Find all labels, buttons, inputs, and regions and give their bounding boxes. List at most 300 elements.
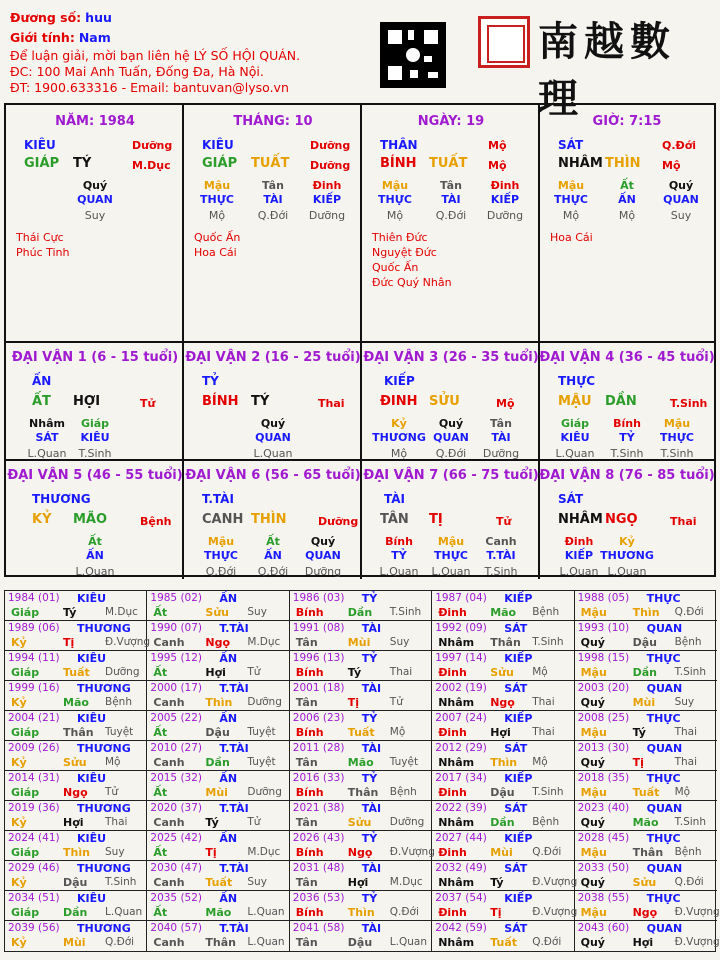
year-god: T.TÀI <box>219 802 249 815</box>
year-god: KIÊU <box>77 772 107 785</box>
year-cell[interactable] <box>432 771 574 801</box>
year-god: TỶ <box>361 772 378 785</box>
luck-cycle-cell[interactable] <box>184 461 362 579</box>
year-branch: Tị <box>205 846 217 859</box>
year-branch: Sửu <box>632 876 657 889</box>
year-cell[interactable] <box>290 651 432 681</box>
year-cell[interactable] <box>5 621 151 651</box>
year-cell[interactable] <box>290 861 432 891</box>
year-label: 2033 (50) <box>577 862 630 874</box>
year-branch: Ngọ <box>347 846 373 859</box>
year-cell[interactable] <box>575 801 717 831</box>
year-stem: Nhâm <box>438 636 475 649</box>
luck-cycle-cell[interactable] <box>540 343 714 461</box>
year-phase: T.Sinh <box>674 666 706 678</box>
luck-god: TÀI <box>384 492 406 506</box>
year-branch: Tý <box>490 876 504 889</box>
year-branch: Hợi <box>632 936 654 949</box>
pillar-cell <box>362 105 540 343</box>
star-label: Hoa Cái <box>550 231 593 244</box>
year-stem: Mậu <box>580 666 607 679</box>
year-phase: Tuyệt <box>247 756 276 768</box>
year-stem: Tân <box>295 936 318 949</box>
year-god: TỶ <box>361 592 378 605</box>
year-cell[interactable] <box>147 711 289 741</box>
luck-cycle-cell[interactable] <box>540 461 714 579</box>
luck-branch: DẦN <box>605 394 637 409</box>
year-phase: Dưỡng <box>247 786 282 798</box>
year-stem: Đinh <box>438 846 467 859</box>
year-cell[interactable] <box>290 741 432 771</box>
year-phase: T.Sinh <box>532 636 564 648</box>
year-stem: Tân <box>295 636 318 649</box>
year-branch: Sửu <box>63 756 87 769</box>
year-branch: Dần <box>63 906 88 919</box>
pillar-title: NGÀY: 19 <box>417 114 485 129</box>
year-cell[interactable] <box>290 891 432 921</box>
year-god: THƯƠNG <box>77 682 131 695</box>
year-branch: Tuất <box>632 786 660 799</box>
owner-label: Đương số: <box>10 10 82 25</box>
star-label: Thiên Đức <box>372 231 428 244</box>
year-god: ẤN <box>219 892 238 905</box>
year-cell[interactable] <box>5 681 147 711</box>
year-cell[interactable] <box>432 681 574 711</box>
luck-branch: SỬU <box>429 394 460 409</box>
year-cell[interactable] <box>147 681 289 711</box>
luck-hidden-stem: Mậu <box>437 535 465 548</box>
year-stem: Kỷ <box>11 756 27 769</box>
year-phase: T.Sinh <box>105 876 137 888</box>
year-branch: Mão <box>205 906 232 919</box>
seal-stamp-icon <box>478 16 530 68</box>
year-cell[interactable] <box>5 801 147 831</box>
year-stem: Bính <box>295 786 324 799</box>
year-stem: Kỷ <box>11 636 27 649</box>
year-cell[interactable] <box>5 861 147 891</box>
year-phase: Bệnh <box>532 606 560 618</box>
hidden-phase: Mộ <box>208 209 226 222</box>
year-god: SÁT <box>504 742 528 755</box>
year-label: 2032 (49) <box>435 862 487 874</box>
year-stem: Nhâm <box>438 756 475 769</box>
year-label: 2020 (37) <box>150 802 203 814</box>
year-branch: Thìn <box>490 756 518 769</box>
year-branch: Dậu <box>490 786 515 799</box>
hidden-phase: Suy <box>84 209 106 222</box>
luck-stem: ẤT <box>32 394 51 409</box>
luck-hidden-stem: Bính <box>613 417 641 430</box>
year-phase: M.Dục <box>247 846 281 858</box>
year-phase: L.Quan <box>105 906 143 918</box>
year-stem: Kỷ <box>11 876 27 889</box>
year-god: THỰC <box>646 892 681 905</box>
year-cell[interactable] <box>5 771 147 801</box>
year-cell[interactable] <box>147 831 289 861</box>
year-phase: Mộ <box>532 756 548 768</box>
year-label: 1997 (14) <box>435 652 487 664</box>
year-stem: Giáp <box>11 906 40 919</box>
luck-hidden-phase: Q.Đới <box>435 447 467 460</box>
year-cell[interactable] <box>5 651 147 681</box>
pillar-nayin: Mộ <box>488 159 507 172</box>
year-branch: Tuất <box>205 876 233 889</box>
year-cell[interactable] <box>290 921 432 951</box>
luck-hidden-stem: Giáp <box>560 417 590 430</box>
year-label: 1996 (13) <box>292 652 345 664</box>
year-label: 2017 (34) <box>435 772 487 784</box>
year-stem: Mậu <box>580 726 607 739</box>
year-cell[interactable] <box>5 891 147 921</box>
luck-cycle-cell[interactable] <box>6 343 184 461</box>
luck-title: ĐẠI VẬN 8 (76 - 85 tuổi) <box>539 468 715 483</box>
luck-title: ĐẠI VẬN 3 (26 - 35 tuổi) <box>363 350 539 365</box>
year-god: TÀI <box>361 742 382 755</box>
hidden-god: THỰC <box>200 193 234 206</box>
year-cell[interactable] <box>432 891 578 921</box>
year-phase: Mộ <box>532 666 548 678</box>
year-cell[interactable] <box>432 591 574 621</box>
luck-cycle-cell[interactable] <box>184 343 362 461</box>
pillar-phase: Q.Đới <box>662 139 697 152</box>
year-god: QUAN <box>646 742 683 755</box>
year-label: 2043 (60) <box>577 922 630 934</box>
luck-hidden-god: QUAN <box>255 431 291 444</box>
year-branch: Tuất <box>347 726 375 739</box>
hidden-stem: Mậu <box>203 179 231 192</box>
luck-hidden-phase: T.Sinh <box>484 565 518 578</box>
year-cell[interactable] <box>5 711 147 741</box>
year-stem: Quý <box>580 696 605 709</box>
pillar-phase: Dưỡng <box>132 139 173 152</box>
hidden-stem: Quý <box>82 179 108 192</box>
year-stem: Kỷ <box>11 816 27 829</box>
year-label: 2018 (35) <box>577 772 630 784</box>
year-stem: Bính <box>295 906 324 919</box>
year-label: 2042 (59) <box>435 922 487 934</box>
year-stem: Đinh <box>438 666 467 679</box>
year-label: 2041 (58) <box>292 922 345 934</box>
star-label: Hoa Cái <box>194 246 237 259</box>
year-cell[interactable] <box>575 591 717 621</box>
luck-title: ĐẠI VẬN 4 (36 - 45 tuổi) <box>539 350 715 365</box>
year-stem: Quý <box>580 876 605 889</box>
year-label: 2002 (19) <box>435 682 487 694</box>
year-phase: Suy <box>674 696 695 708</box>
year-stem: Giáp <box>11 666 40 679</box>
year-god: TỶ <box>361 892 378 905</box>
year-cell[interactable] <box>575 891 720 921</box>
year-god: THỰC <box>646 772 681 785</box>
year-phase: Tuyệt <box>247 726 276 738</box>
yearly-table <box>4 590 720 952</box>
year-cell[interactable] <box>432 621 574 651</box>
luck-hidden-phase: L.Quan <box>559 565 599 578</box>
luck-hidden-god: QUAN <box>433 431 469 444</box>
year-stem: Nhâm <box>438 936 475 949</box>
pillar-god: KIÊU <box>24 138 56 152</box>
year-cell[interactable] <box>290 771 432 801</box>
year-phase: M.Dục <box>389 876 423 888</box>
luck-hidden-stem: Tân <box>490 417 512 430</box>
year-stem: Quý <box>580 636 605 649</box>
year-phase: Thai <box>389 666 413 678</box>
pillar-branch: TUẤT <box>429 156 468 171</box>
year-branch: Mùi <box>63 936 86 949</box>
luck-hidden-god: THỰC <box>434 549 468 562</box>
luck-hidden-phase: Dưỡng <box>482 447 520 460</box>
year-cell[interactable] <box>575 831 717 861</box>
year-cell[interactable] <box>147 861 289 891</box>
year-branch: Ngọ <box>63 786 88 799</box>
year-god: ẤN <box>219 652 238 665</box>
year-phase: Đ.Vượng <box>532 876 578 888</box>
pillar-title: GIỜ: 7:15 <box>592 114 662 129</box>
hidden-god: THỰC <box>554 193 588 206</box>
gender-value: Nam <box>78 30 111 45</box>
luck-stem: BÍNH <box>202 394 239 409</box>
pillar-stem: GIÁP <box>202 156 238 171</box>
qr-code-icon[interactable] <box>380 22 446 88</box>
hidden-phase: Suy <box>670 209 692 222</box>
year-branch: Tý <box>632 726 646 739</box>
year-god: SÁT <box>504 922 528 935</box>
luck-hidden-stem: Đinh <box>564 535 594 548</box>
luck-cycle-cell[interactable] <box>362 343 540 461</box>
year-cell[interactable] <box>5 591 147 621</box>
year-label: 2028 (45) <box>577 832 630 844</box>
luck-cycle-cell[interactable] <box>362 461 540 579</box>
hidden-stem: Tân <box>262 179 284 192</box>
luck-stem: KỶ <box>32 512 52 527</box>
year-cell[interactable] <box>290 621 432 651</box>
luck-hidden-stem: Bính <box>385 535 413 548</box>
year-branch: Ngọ <box>490 696 515 709</box>
year-label: 2015 (32) <box>150 772 203 784</box>
year-phase: Đ.Vượng <box>674 906 720 918</box>
hidden-stem: Quý <box>668 179 694 192</box>
year-god: TÀI <box>361 622 382 635</box>
year-branch: Mùi <box>632 696 656 709</box>
year-god: KIẾP <box>504 772 533 785</box>
year-phase: Thai <box>674 756 698 768</box>
luck-hidden-phase: T.Sinh <box>610 447 644 460</box>
year-branch: Thân <box>632 846 664 859</box>
year-stem: Mậu <box>580 906 607 919</box>
luck-hidden-god: THƯƠNG <box>600 549 654 562</box>
year-cell[interactable] <box>575 771 717 801</box>
year-branch: Thân <box>205 936 236 949</box>
year-god: THƯƠNG <box>77 922 131 935</box>
luck-stem: MẬU <box>558 394 592 409</box>
hidden-god: KIẾP <box>312 193 342 206</box>
year-stem: Canh <box>153 876 185 889</box>
luck-title: ĐẠI VẬN 5 (46 - 55 tuổi) <box>7 468 183 483</box>
year-phase: Tuyệt <box>389 756 419 768</box>
year-god: TỶ <box>361 652 378 665</box>
pillar-nayin: M.Dục <box>132 159 171 172</box>
year-phase: Tử <box>247 666 261 678</box>
year-cell[interactable] <box>432 861 578 891</box>
year-stem: Tân <box>295 816 318 829</box>
year-cell[interactable] <box>290 831 435 861</box>
year-cell[interactable] <box>5 831 147 861</box>
year-cell[interactable] <box>432 831 574 861</box>
luck-hidden-phase: Mộ <box>390 447 408 460</box>
year-branch: Thìn <box>205 696 233 709</box>
year-label: 1987 (04) <box>435 592 487 604</box>
luck-hidden-god: THỰC <box>204 549 238 562</box>
year-cell[interactable] <box>147 921 289 951</box>
hidden-god: TÀI <box>441 193 461 206</box>
year-stem: Nhâm <box>438 696 475 709</box>
year-label: 1989 (06) <box>8 622 60 634</box>
luck-hidden-stem: Quý <box>260 417 286 430</box>
year-label: 2029 (46) <box>8 862 60 874</box>
luck-hidden-phase: Dưỡng <box>304 565 342 578</box>
year-cell[interactable] <box>290 801 432 831</box>
year-god: T.TÀI <box>219 862 249 875</box>
luck-hidden-god: KIÊU <box>560 431 590 444</box>
luck-cycle-cell[interactable] <box>6 461 184 579</box>
luck-hidden-stem: Kỷ <box>391 417 407 430</box>
year-cell[interactable] <box>432 651 574 681</box>
hidden-stem: Tân <box>440 179 462 192</box>
year-branch: Mùi <box>347 636 371 649</box>
year-cell[interactable] <box>575 711 717 741</box>
luck-branch: MÃO <box>73 512 108 527</box>
pillar-branch: THÌN <box>605 156 641 171</box>
year-cell[interactable] <box>575 861 717 891</box>
year-branch: Hợi <box>205 666 226 679</box>
year-branch: Mão <box>63 696 89 709</box>
year-branch: Tý <box>205 816 219 829</box>
year-god: QUAN <box>646 682 683 695</box>
year-stem: Ất <box>153 726 168 739</box>
star-label: Phúc Tinh <box>16 246 70 259</box>
year-god: THỰC <box>646 832 681 845</box>
luck-hidden-stem: Kỷ <box>619 535 635 548</box>
year-cell[interactable] <box>290 591 432 621</box>
year-branch: Mão <box>490 606 517 619</box>
year-stem: Ất <box>153 606 168 619</box>
year-stem: Kỷ <box>11 696 27 709</box>
year-cell[interactable] <box>147 771 289 801</box>
year-god: TỶ <box>361 832 378 845</box>
luck-branch: HỢI <box>73 394 101 409</box>
year-label: 2010 (27) <box>150 742 203 754</box>
year-branch: Sửu <box>490 666 514 679</box>
year-label: 2011 (28) <box>292 742 345 754</box>
owner-value: huu <box>85 10 112 25</box>
year-stem: Mậu <box>580 606 607 619</box>
year-branch: Thân <box>63 726 94 739</box>
year-cell[interactable] <box>432 921 574 951</box>
hidden-stem: Mậu <box>381 179 409 192</box>
luck-hidden-phase: L.Quan <box>379 565 419 578</box>
year-branch: Tị <box>347 696 360 709</box>
year-stem: Ất <box>153 666 168 679</box>
star-label: Quốc Ấn <box>194 231 241 244</box>
year-phase: M.Dục <box>247 636 281 648</box>
year-cell[interactable] <box>147 801 289 831</box>
year-cell[interactable] <box>147 591 289 621</box>
year-label: 2009 (26) <box>8 742 60 754</box>
year-branch: Thân <box>490 636 521 649</box>
year-cell[interactable] <box>432 801 574 831</box>
year-cell[interactable] <box>5 741 147 771</box>
year-stem: Đinh <box>438 726 467 739</box>
year-god: THỰC <box>646 712 681 725</box>
hidden-stem: Đinh <box>490 179 520 192</box>
year-god: T.TÀI <box>219 682 249 695</box>
year-phase: Q.Đới <box>532 936 562 948</box>
year-cell[interactable] <box>432 711 574 741</box>
luck-hidden-god: TỶ <box>391 549 407 562</box>
year-cell[interactable] <box>290 681 432 711</box>
luck-branch: NGỌ <box>605 512 638 527</box>
year-god: KIẾP <box>504 652 533 665</box>
year-cell[interactable] <box>147 741 289 771</box>
calligraphy-logo: 南越數理 <box>538 18 676 122</box>
year-cell[interactable] <box>290 711 432 741</box>
luck-title: ĐẠI VẬN 6 (56 - 65 tuổi) <box>185 468 361 483</box>
year-god: TÀI <box>361 922 382 935</box>
year-label: 2000 (17) <box>150 682 203 694</box>
year-phase: Q.Đới <box>389 906 419 918</box>
contact-line-3[interactable]: ĐT: 1900.633316 - Email: bantuvan@lyso.vn <box>10 80 289 95</box>
luck-phase: Dưỡng <box>318 515 359 528</box>
year-god: TỶ <box>361 712 378 725</box>
year-cell[interactable] <box>147 621 289 651</box>
year-phase: T.Sinh <box>389 606 422 618</box>
year-cell[interactable] <box>575 651 717 681</box>
pillar-phase: Dưỡng <box>310 139 351 152</box>
year-cell[interactable] <box>432 741 574 771</box>
year-cell[interactable] <box>575 741 717 771</box>
year-branch: Dậu <box>347 936 373 949</box>
pillar-god: SÁT <box>558 138 584 152</box>
year-cell[interactable] <box>575 921 720 951</box>
year-branch: Tị <box>63 636 75 649</box>
hidden-phase: Mộ <box>618 209 636 222</box>
year-branch: Dần <box>490 816 515 829</box>
year-god: KIẾP <box>504 592 533 605</box>
year-stem: Tân <box>295 696 318 709</box>
year-label: 2037 (54) <box>435 892 487 904</box>
year-stem: Đinh <box>438 906 467 919</box>
hidden-phase: Q.Đới <box>435 209 467 222</box>
year-phase: Thai <box>532 696 555 708</box>
year-branch: Mùi <box>490 846 513 859</box>
year-branch: Tị <box>490 906 502 919</box>
year-god: SÁT <box>504 802 528 815</box>
year-phase: Bệnh <box>389 786 417 798</box>
year-label: 2023 (40) <box>577 802 630 814</box>
year-stem: Tân <box>295 876 318 889</box>
year-cell[interactable] <box>575 681 717 711</box>
year-stem: Giáp <box>11 846 40 859</box>
luck-phase: Thai <box>670 515 697 528</box>
year-cell[interactable] <box>5 921 147 951</box>
year-god: T.TÀI <box>219 922 249 935</box>
year-cell[interactable] <box>147 891 289 921</box>
luck-god: THƯƠNG <box>32 492 91 506</box>
year-label: 1985 (02) <box>150 592 203 604</box>
year-label: 2003 (20) <box>577 682 630 694</box>
year-cell[interactable] <box>147 651 289 681</box>
year-cell[interactable] <box>575 621 717 651</box>
